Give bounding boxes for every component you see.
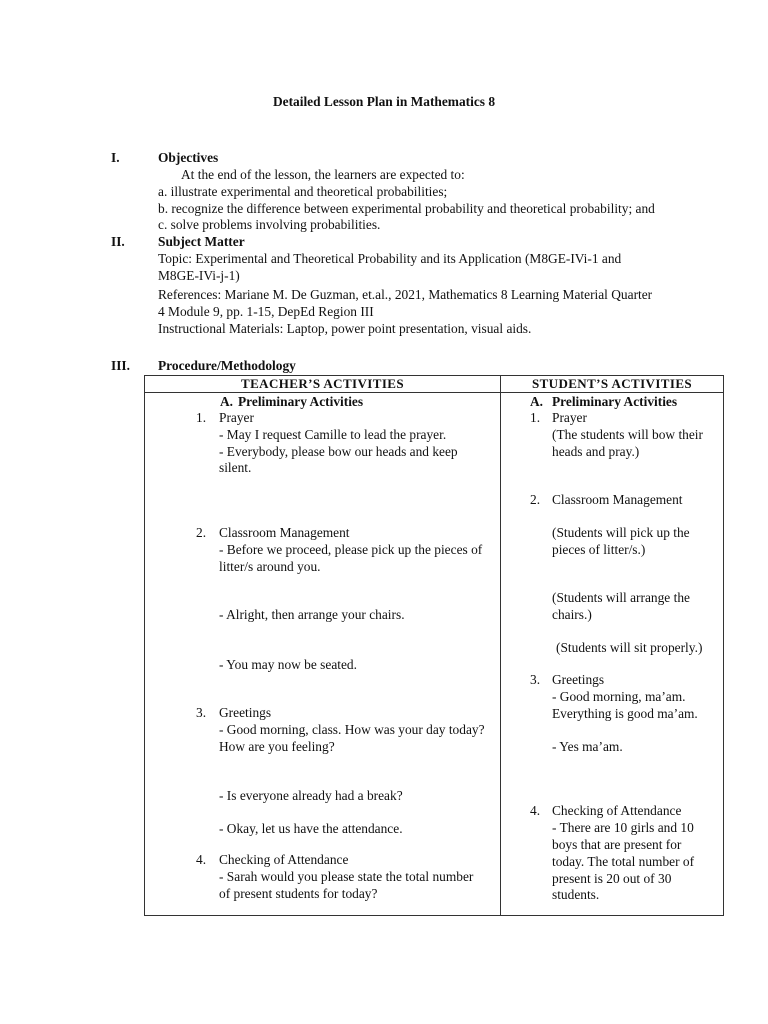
student-line: - Yes ma’am.: [552, 739, 623, 754]
student-line: chairs.): [552, 607, 592, 622]
teacher-line: - May I request Camille to lead the prayer.: [219, 427, 447, 442]
page-title: Detailed Lesson Plan in Mathematics 8: [272, 94, 496, 109]
teacher-greetings: Greetings: [219, 705, 272, 720]
student-line: boys that are present for: [552, 837, 682, 852]
section-heading-objectives: Objectives: [158, 150, 219, 165]
list-number: 1.: [530, 410, 541, 425]
teacher-line: - Okay, let us have the attendance.: [219, 821, 403, 836]
student-line: today. The total number of: [552, 854, 695, 869]
section-number-objectives: I.: [111, 150, 120, 165]
list-number: 3.: [196, 705, 207, 720]
student-line: pieces of litter/s.): [552, 542, 646, 557]
list-number: 2.: [530, 492, 541, 507]
section-number-subject-matter: II.: [111, 234, 125, 249]
list-number: 1.: [196, 410, 207, 425]
teacher-line: - Sarah would you please state the total number: [219, 869, 474, 884]
teacher-line: How are you feeling?: [219, 739, 335, 754]
student-line: - There are 10 girls and 10: [552, 820, 694, 835]
teacher-classroom-management: Classroom Management: [219, 525, 350, 540]
student-greetings: Greetings: [552, 672, 605, 687]
list-number: 4.: [196, 852, 207, 867]
student-line: (Students will sit properly.): [556, 640, 703, 655]
section-number-procedure: III.: [111, 358, 130, 373]
teacher-prayer: Prayer: [219, 410, 254, 425]
student-line: (Students will arrange the: [552, 590, 690, 605]
student-section-letter: A.: [530, 394, 544, 409]
teacher-line: litter/s around you.: [219, 559, 321, 574]
teacher-activities-cell: [145, 393, 501, 916]
objective-item: b. recognize the difference between experimental probability and theoretical probability; and: [158, 201, 655, 216]
objective-item: c. solve problems involving probabilities.: [158, 217, 381, 232]
objective-item: a. illustrate experimental and theoretical probabilities;: [158, 184, 448, 199]
teacher-line: - Everybody, please bow our heads and keep: [219, 444, 458, 459]
section-heading-subject-matter: Subject Matter: [158, 234, 245, 249]
procedure-table: [144, 375, 724, 916]
student-line: Everything is good ma’am.: [552, 706, 698, 721]
teacher-line: - You may now be seated.: [219, 657, 357, 672]
student-line: (Students will pick up the: [552, 525, 690, 540]
student-line: - Good morning, ma’am.: [552, 689, 686, 704]
student-line: heads and pray.): [552, 444, 640, 459]
student-activities-cell: [501, 393, 724, 916]
teacher-section-title: Preliminary Activities: [238, 394, 364, 409]
subject-matter-line: References: Mariane M. De Guzman, et.al., 2021, Mathematics 8 Learning Material Quarter: [158, 287, 653, 302]
teacher-activities-header: TEACHER’S ACTIVITIES: [145, 376, 501, 393]
subject-matter-line: Topic: Experimental and Theoretical Probability and its Application (M8GE-IVi-1 and: [158, 251, 622, 266]
student-line: present is 20 out of 30: [552, 871, 672, 886]
student-line: students.: [552, 887, 600, 902]
student-line: (The students will bow their: [552, 427, 703, 442]
subject-matter-line: 4 Module 9, pp. 1-15, DepEd Region III: [158, 304, 374, 319]
subject-matter-line: M8GE-IVi-j-1): [158, 268, 240, 283]
teacher-line: - Alright, then arrange your chairs.: [219, 607, 405, 622]
section-heading-procedure: Procedure/Methodology: [158, 358, 296, 373]
list-number: 3.: [530, 672, 541, 687]
teacher-line: - Before we proceed, please pick up the pieces of: [219, 542, 483, 557]
student-attendance: Checking of Attendance: [552, 803, 682, 818]
student-classroom-management: Classroom Management: [552, 492, 683, 507]
list-number: 2.: [196, 525, 207, 540]
subject-matter-line: Instructional Materials: Laptop, power point presentation, visual aids.: [158, 321, 532, 336]
list-number: 4.: [530, 803, 541, 818]
teacher-section-letter: A.: [220, 394, 234, 409]
student-section-title: Preliminary Activities: [552, 394, 678, 409]
objectives-intro: At the end of the lesson, the learners are expected to:: [181, 167, 465, 182]
teacher-attendance: Checking of Attendance: [219, 852, 349, 867]
student-activities-header: STUDENT’S ACTIVITIES: [501, 376, 724, 393]
teacher-line: - Is everyone already had a break?: [219, 788, 403, 803]
teacher-line: silent.: [219, 460, 252, 475]
teacher-line: - Good morning, class. How was your day today?: [219, 722, 485, 737]
teacher-line: of present students for today?: [219, 886, 378, 901]
student-prayer: Prayer: [552, 410, 587, 425]
